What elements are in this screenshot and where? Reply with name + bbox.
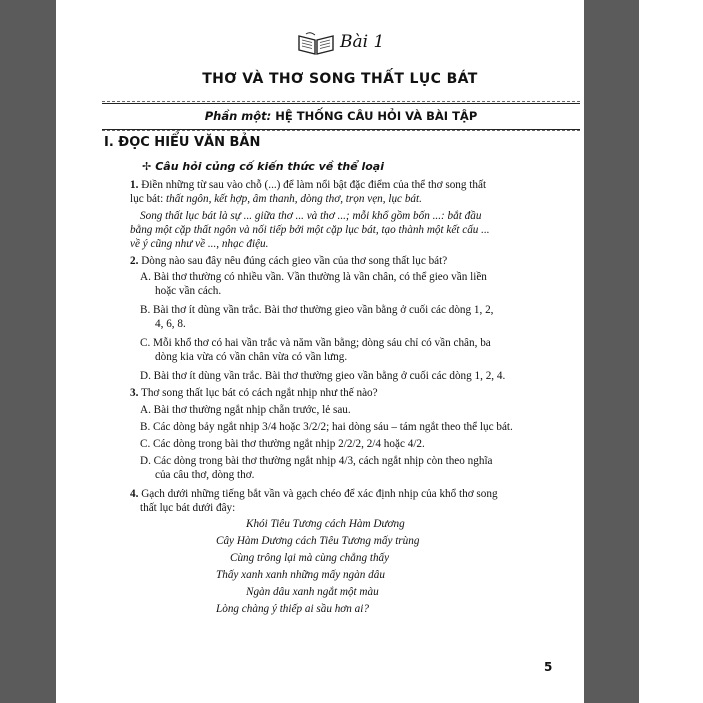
q3-option-c: C. Các dòng trong bài thơ thường ngắt nhịp 2/2/2, 2/4 hoặc 4/2.: [140, 438, 425, 450]
q2-option-d: D. Bài thơ ít dùng vần trắc. Bài thơ thường gieo vần bằng ở cuối các dòng 1, 2, 4.: [140, 370, 506, 382]
diamond-bullet-icon: ✢: [142, 160, 152, 173]
subheading-text: Câu hỏi củng cố kiến thức về thể loại: [155, 160, 384, 173]
q2-option-a-cont: hoặc vần cách.: [155, 285, 222, 297]
part-prefix: Phần một:: [204, 109, 272, 123]
poem-line: Cùng trông lại mà cùng chẳng thấy: [230, 552, 390, 564]
q3-option-a: A. Bài thơ thường ngắt nhịp chẵn trước, lẻ sau.: [140, 404, 351, 416]
q3-option-b: B. Các dòng bảy ngắt nhịp 3/4 hoặc 3/2/2; hai dòng sáu – tám ngắt theo thể lục bát.: [140, 421, 513, 433]
q1-line1: 1. Điền những từ sau vào chỗ (...) để làm nổi bật đặc điểm của thể thơ song thất: [130, 179, 487, 191]
q2-stem: 2. Dòng nào sau đây nêu đúng cách gieo vần của thơ song thất lục bát?: [130, 255, 448, 267]
divider-bottom: [102, 130, 580, 131]
divider-top: [102, 101, 580, 102]
q4-line2: thất lục bát dưới đây:: [140, 502, 236, 514]
lesson-label: Bài 1: [340, 32, 385, 52]
lesson-header: [296, 30, 406, 58]
q1-fill-line: Song thất lục bát là sự ... giữa thơ ... và thơ ...; mỗi khổ gồm bốn ...: bắt đầu: [140, 210, 482, 222]
q2-option-c: C. Mỗi khổ thơ có hai vần trắc và năm vần bằng; dòng sáu chỉ có vần chân, ba: [140, 337, 491, 349]
part-heading: [102, 103, 580, 130]
poem-line: Thấy xanh xanh những mấy ngàn dâu: [216, 569, 385, 581]
q3-option-d-cont: của câu thơ, dòng thơ.: [155, 469, 255, 481]
part-name: HỆ THỐNG CÂU HỎI VÀ BÀI TẬP: [275, 109, 478, 123]
q1-line2: lục bát: thất ngôn, kết hợp, âm thanh, dòng thơ, trọn vẹn, lục bát.: [130, 193, 422, 205]
page-title: THƠ VÀ THƠ SONG THẤT LỤC BÁT: [202, 71, 478, 87]
q4-line1: 4. Gạch dưới những tiếng bắt vần và gạch chéo để xác định nhịp của khổ thơ song: [130, 488, 498, 500]
q1-fill-line: về ý cũng như về ..., nhạc điệu.: [130, 238, 269, 250]
q1-fill-line: bằng một cặp thất ngôn và nối tiếp bởi một cặp lục bát, tạo thành một kết cấu ...: [130, 224, 490, 236]
poem-line: Lòng chàng ý thiếp ai sầu hơn ai?: [216, 603, 369, 615]
page-number: 5: [544, 660, 553, 674]
q3-option-d: D. Các dòng trong bài thơ thường ngắt nhịp 4/3, cách ngắt nhịp còn theo nghĩa: [140, 455, 493, 467]
poem-line: Khói Tiêu Tương cách Hàm Dương: [246, 518, 405, 530]
right-gray-margin: [584, 0, 639, 703]
section-heading: I. ĐỌC HIỂU VĂN BẢN: [104, 135, 261, 150]
q2-option-b-cont: 4, 6, 8.: [155, 318, 186, 330]
q3-stem: 3. Thơ song thất lục bát có cách ngắt nhịp như thế nào?: [130, 387, 378, 399]
poem-line: Cây Hàm Dương cách Tiêu Tương mấy trùng: [216, 535, 420, 547]
open-book-icon: [296, 30, 336, 56]
q2-option-a: A. Bài thơ thường có nhiều vần. Vần thường là vần chân, có thể gieo vần liền: [140, 271, 487, 283]
q2-option-b: B. Bài thơ ít dùng vần trắc. Bài thơ thường gieo vần bằng ở cuối các dòng 1, 2,: [140, 304, 494, 316]
q2-option-c-cont: dòng kia vừa có vần chân vừa có vần lưng.: [155, 351, 348, 363]
subheading: [142, 160, 384, 173]
left-gray-margin: [0, 0, 56, 703]
poem-line: Ngàn dâu xanh ngắt một màu: [246, 586, 379, 598]
document-page: [96, 0, 584, 703]
